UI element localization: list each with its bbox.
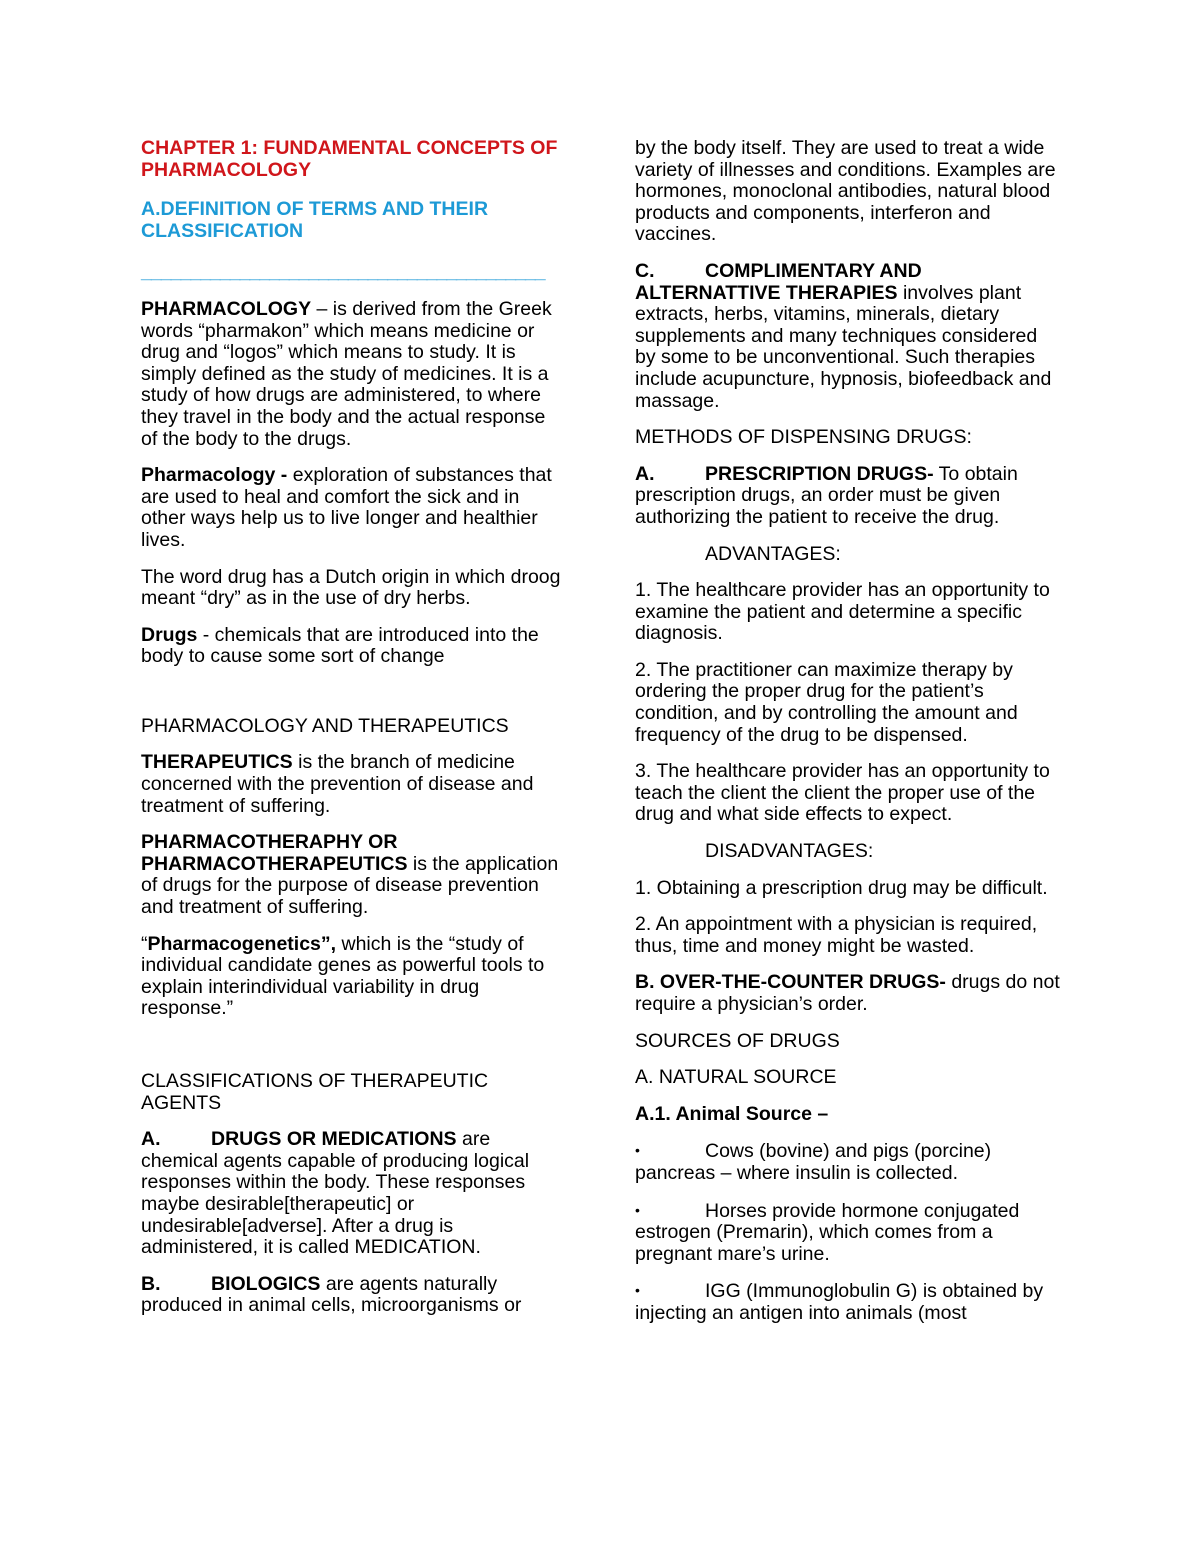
pharmacology2-definition: exploration of substances that are used to heal and comfort the sick and in other ways help us to live longer and healthier lives. bbox=[141, 464, 552, 551]
prescription-definition: To obtain prescription drugs, an order must be given authorizing the patient to receive the drug. bbox=[635, 462, 1018, 528]
class-c-definition: involves plant extracts, herbs, vitamins, minerals, dietary supplements and many techniques considered by some to be unconventional. Such therapies include acupuncture, hypnosis, biofeedback and massage. bbox=[635, 281, 1052, 412]
otc-paragraph bbox=[635, 972, 1060, 1015]
bullet-text: IGG (Immunoglobulin G) is obtained by injecting an antigen into animals (most bbox=[635, 1280, 1044, 1324]
bullet-icon: • bbox=[635, 1201, 640, 1218]
pharmacology-paragraph bbox=[141, 299, 566, 450]
disadvantage-item: 1. Obtaining a prescription drug may be difficult. bbox=[635, 876, 1048, 899]
animal-source-heading: A.1. Animal Source – bbox=[635, 1102, 829, 1125]
class-c-letter: C. bbox=[635, 259, 655, 282]
disadvantages-heading: DISADVANTAGES: bbox=[705, 840, 874, 863]
otc-definition: drugs do not require a physician’s order. bbox=[635, 971, 1060, 1015]
class-b-definition: are agents naturally produced in animal cells, microorganisms or bbox=[141, 1272, 522, 1317]
therapeutics-paragraph bbox=[141, 752, 566, 817]
spacer bbox=[141, 683, 566, 716]
pharmacology-term: PHARMACOLOGY bbox=[141, 297, 312, 320]
class-c-term: COMPLIMENTARY AND ALTERNATTIVE THERAPIES bbox=[635, 259, 922, 304]
bullet-item bbox=[635, 1200, 1060, 1266]
class-a-paragraph bbox=[141, 1129, 566, 1259]
pharmacotherapy-definition: is the application of drugs for the purpose of disease prevention and treatment of suffering. bbox=[141, 852, 559, 919]
pharm-ther-heading: PHARMACOLOGY AND THERAPEUTICS bbox=[141, 714, 509, 737]
pharmacogenetics-open-quote: “ bbox=[141, 932, 148, 955]
chapter-title: CHAPTER 1: FUNDAMENTAL CONCEPTS OF PHARMACOLOGY bbox=[141, 137, 558, 181]
section-a-title: A.DEFINITION OF TERMS AND THEIR CLASSIFICATION bbox=[141, 198, 489, 242]
disadvantage-item: 2. An appointment with a physician is required, thus, time and money might be wasted. bbox=[635, 913, 1038, 957]
prescription-term: PRESCRIPTION DRUGS- bbox=[705, 462, 934, 485]
pharmacogenetics-term: Pharmacogenetics”, bbox=[147, 932, 337, 955]
prescription-letter: A. bbox=[635, 462, 655, 485]
advantage-item: 1. The healthcare provider has an opportunity to examine the patient and determine a specific diagnosis. bbox=[635, 579, 1050, 645]
class-c-paragraph bbox=[635, 261, 1060, 412]
methods-heading: METHODS OF DISPENSING DRUGS: bbox=[635, 426, 972, 449]
class-b-term: BIOLOGICS bbox=[211, 1272, 321, 1295]
natural-source-heading: A. NATURAL SOURCE bbox=[635, 1066, 837, 1089]
drugs-definition: - chemicals that are introduced into the body to cause some sort of change bbox=[141, 623, 539, 668]
bullet-icon: • bbox=[635, 1142, 640, 1159]
otc-term: B. OVER-THE-COUNTER DRUGS- bbox=[635, 971, 946, 994]
biologics-continued: by the body itself. They are used to treat a wide variety of illnesses and conditions. Examples are hormones, monoclonal antibodies, natural blood products and components, interferon and vaccines. bbox=[635, 137, 1056, 246]
class-a-term: DRUGS OR MEDICATIONS bbox=[211, 1128, 457, 1151]
section-divider: _________________________________________ bbox=[141, 261, 545, 284]
class-b-paragraph bbox=[141, 1274, 566, 1317]
sources-heading: SOURCES OF DRUGS bbox=[635, 1029, 840, 1052]
advantage-item: 3. The healthcare provider has an opportunity to teach the client the client the proper use of the drug and what side effects to expect. bbox=[635, 760, 1050, 826]
pharmacology2-paragraph bbox=[141, 465, 566, 551]
advantages-heading: ADVANTAGES: bbox=[705, 542, 841, 565]
class-a-letter: A. bbox=[141, 1128, 161, 1151]
left-column bbox=[141, 138, 566, 1332]
spacer bbox=[141, 1035, 566, 1071]
pharmacotherapy-term: PHARMACOTHERAPHY OR PHARMACOTHERAPEUTICS bbox=[141, 831, 408, 875]
bullet-icon: • bbox=[635, 1282, 640, 1299]
bullet-text: Cows (bovine) and pigs (porcine) pancreas – where insulin is collected. bbox=[635, 1140, 992, 1184]
class-a-definition: are chemical agents capable of producing logical responses within the body. These responses maybe desirable[therapeutic] or undesirable[adverse]. After a drug is administered, it is called MEDICATION. bbox=[141, 1128, 530, 1259]
prescription-paragraph bbox=[635, 464, 1060, 529]
advantage-item: 2. The practitioner can maximize therapy by ordering the proper drug for the patient’s condition, and by controlling the amount and frequency of the drug to be dispensed. bbox=[635, 658, 1018, 746]
right-column bbox=[635, 138, 1060, 1340]
pharmacotherapy-paragraph bbox=[141, 832, 566, 918]
pharmacology2-term: Pharmacology - bbox=[141, 464, 293, 487]
therapeutics-definition: is the branch of medicine concerned with the prevention of disease and treatment of suffering. bbox=[141, 751, 534, 817]
classifications-heading: CLASSIFICATIONS OF THERAPEUTIC AGENTS bbox=[141, 1070, 489, 1114]
pharmacogenetics-definition: which is the “study of individual candidate genes as powerful tools to explain interindividual variability in drug response.” bbox=[141, 932, 545, 1020]
therapeutics-term: THERAPEUTICS bbox=[141, 751, 293, 774]
drugs-term: Drugs bbox=[141, 623, 198, 646]
drugs-paragraph bbox=[141, 625, 566, 668]
class-b-letter: B. bbox=[141, 1272, 161, 1295]
bullet-item bbox=[635, 1280, 1060, 1324]
bullet-item bbox=[635, 1140, 1060, 1184]
pharmacogenetics-paragraph bbox=[141, 934, 566, 1020]
pharmacology-definition: – is derived from the Greek words “pharmakon” which means medicine or drug and “logos” which means to study. It is simply defined as the study of medicines. It is a study of how drugs are administered, to where they travel in the body and the actual response of the body to the drugs. bbox=[141, 297, 552, 450]
drug-origin-paragraph: The word drug has a Dutch origin in which droog meant “dry” as in the use of dry herbs. bbox=[141, 565, 561, 610]
bullet-text: Horses provide hormone conjugated estrogen (Premarin), which comes from a pregnant mare’s urine. bbox=[635, 1199, 1020, 1265]
